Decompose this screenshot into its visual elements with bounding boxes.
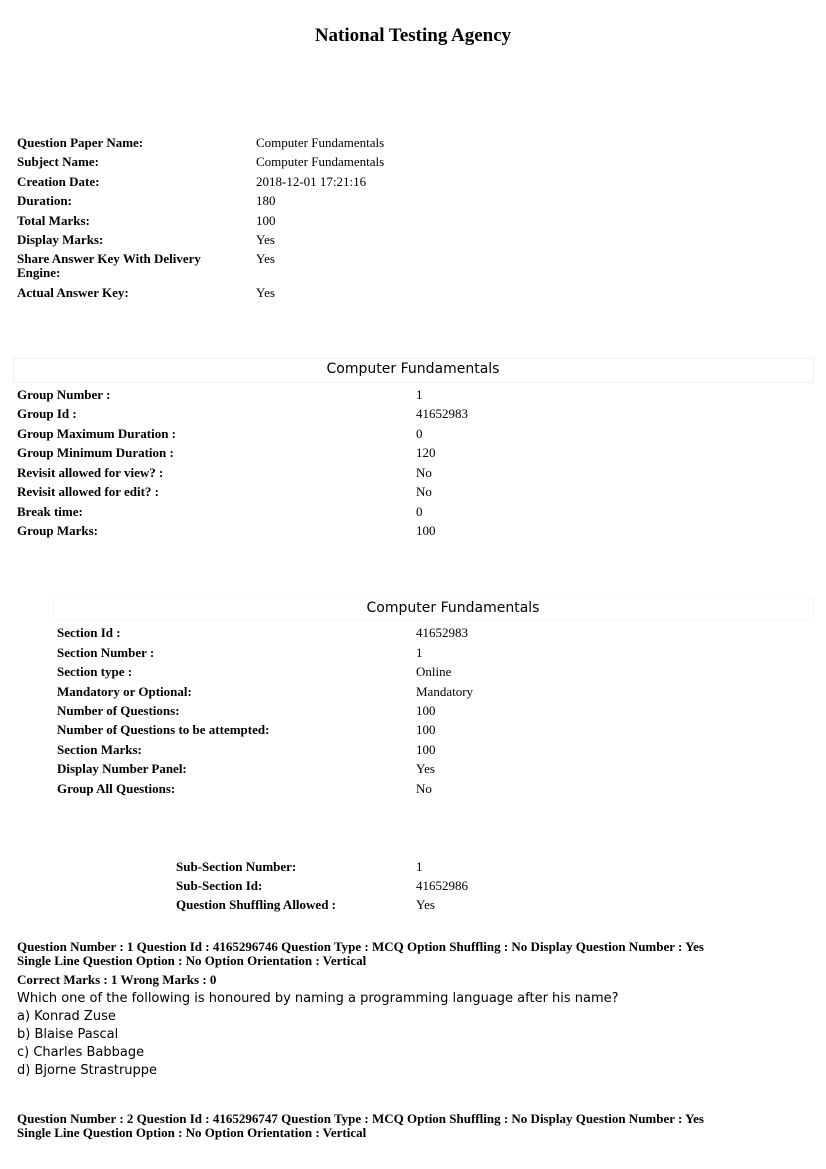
subsection-label: Question Shuffling Allowed : (176, 897, 337, 912)
info-value: Yes (256, 232, 275, 247)
info-value: Computer Fundamentals (256, 135, 385, 150)
info-value: Yes (256, 285, 275, 300)
section-value: Online (416, 664, 452, 679)
question-text: Which one of the following is honoured by naming a programming language after his name? (17, 991, 619, 1006)
info-label: Total Marks: (17, 213, 90, 228)
section-value: No (416, 781, 432, 796)
info-label: Duration: (17, 193, 72, 208)
question-meta: Question Number : 1 Question Id : 4165296746 Question Type : MCQ Option Shuffling : No Display Question Number : Yes (17, 939, 704, 954)
section-value: Mandatory (416, 684, 474, 699)
page-title: National Testing Agency (314, 25, 512, 46)
option-c: c) Charles Babbage (17, 1045, 145, 1060)
group-label: Revisit allowed for view? : (17, 465, 164, 480)
section-label: Number of Questions: (57, 703, 180, 718)
option-d: d) Bjorne Strastruppe (17, 1063, 158, 1078)
info-label: Question Paper Name: (17, 135, 144, 150)
section-label: Section type : (57, 664, 133, 679)
info-label: Creation Date: (17, 174, 100, 189)
group-header: Computer Fundamentals (326, 361, 500, 377)
group-label: Revisit allowed for edit? : (17, 484, 160, 499)
section-value: 1 (416, 645, 423, 660)
section-label: Mandatory or Optional: (57, 684, 192, 699)
subsection-value: 41652986 (416, 878, 468, 893)
group-label: Group Maximum Duration : (17, 426, 177, 441)
info-value: Yes (256, 251, 275, 266)
option-a: a) Konrad Zuse (17, 1009, 116, 1024)
subsection-value: Yes (416, 897, 435, 912)
section-value: 100 (416, 742, 436, 757)
info-label: Actual Answer Key: (17, 285, 129, 300)
section-value: 100 (416, 703, 436, 718)
group-value: 0 (416, 504, 423, 519)
info-value: 100 (256, 213, 276, 228)
subsection-value: 1 (416, 859, 423, 874)
question-meta-line2: Single Line Question Option : No Option Orientation : Vertical (17, 953, 367, 968)
group-value: 100 (416, 523, 436, 538)
group-value: No (416, 484, 432, 499)
info-label: Display Marks: (17, 232, 104, 247)
group-value: 0 (416, 426, 423, 441)
subsection-label: Sub-Section Number: (176, 859, 297, 874)
group-value: No (416, 465, 432, 480)
info-value: 180 (256, 193, 276, 208)
group-label: Group Number : (17, 387, 111, 402)
section-label: Section Marks: (57, 742, 142, 757)
info-value: Computer Fundamentals (256, 154, 385, 169)
group-label: Group Id : (17, 406, 77, 421)
subsection-label: Sub-Section Id: (176, 878, 263, 893)
section-label: Section Number : (57, 645, 155, 660)
section-header: Computer Fundamentals (366, 600, 540, 616)
group-label: Break time: (17, 504, 83, 519)
question-marks: Correct Marks : 1 Wrong Marks : 0 (17, 972, 217, 987)
info-value: 2018-12-01 17:21:16 (256, 174, 367, 189)
section-value: 41652983 (416, 625, 468, 640)
section-value: Yes (416, 761, 435, 776)
question-meta: Question Number : 2 Question Id : 4165296747 Question Type : MCQ Option Shuffling : No Display Question Number : Yes (17, 1111, 704, 1126)
info-label: Share Answer Key With Delivery (17, 251, 201, 266)
section-label: Display Number Panel: (57, 761, 187, 776)
group-value: 41652983 (416, 406, 468, 421)
section-label: Group All Questions: (57, 781, 176, 796)
group-value: 1 (416, 387, 423, 402)
section-label: Section Id : (57, 625, 121, 640)
section-label: Number of Questions to be attempted: (57, 722, 270, 737)
option-b: b) Blaise Pascal (17, 1027, 119, 1042)
group-label: Group Minimum Duration : (17, 445, 174, 460)
question-meta-line2: Single Line Question Option : No Option Orientation : Vertical (17, 1125, 367, 1140)
info-label: Subject Name: (17, 154, 99, 169)
section-value: 100 (416, 722, 436, 737)
info-label-continued: Engine: (17, 265, 61, 280)
group-value: 120 (416, 445, 436, 460)
group-label: Group Marks: (17, 523, 99, 538)
